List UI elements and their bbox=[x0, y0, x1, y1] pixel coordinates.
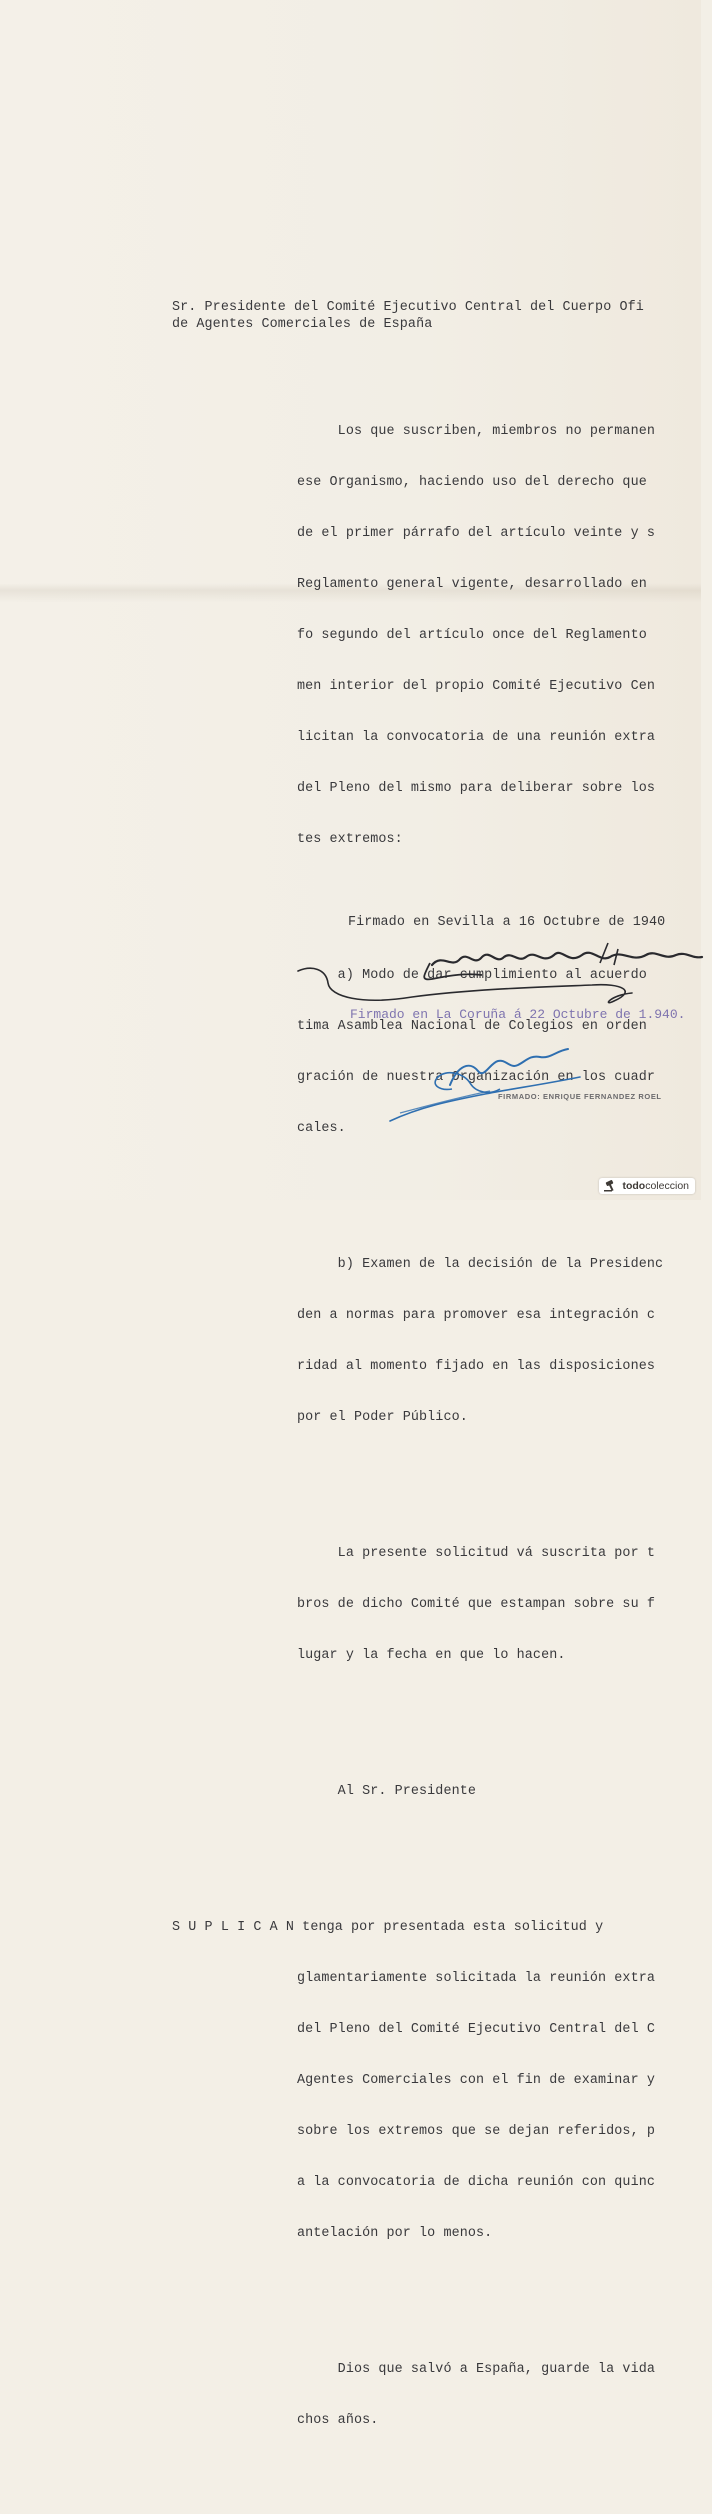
text-line: Reglamento general vigente, desarrollado en bbox=[297, 577, 647, 592]
text-line: Los que suscriben, miembros no permanen bbox=[297, 424, 655, 439]
text-line: lugar y la fecha en que lo hacen. bbox=[297, 1648, 566, 1663]
stamp-coruna: Firmado en La Coruña á 22 Octubre de 1.940. bbox=[350, 1007, 686, 1022]
text-line: gración de nuestra Organización en los cuadr bbox=[297, 1070, 655, 1085]
text-line: sobre los extremos que se dejan referidos, p bbox=[297, 2124, 655, 2139]
handwritten-signature bbox=[292, 935, 712, 1015]
text-line: licitan la convocatoria de una reunión extra bbox=[297, 730, 655, 745]
text-line: Dios que salvó a España, guarde la vida bbox=[297, 2362, 655, 2377]
text-line: chos años. bbox=[297, 2413, 379, 2428]
paragraph-point-b bbox=[297, 1222, 663, 1460]
paragraph-al-presidente bbox=[297, 1749, 663, 1834]
addressee-line: Sr. Presidente del Comité Ejecutivo Central del Cuerpo Ofi bbox=[172, 300, 644, 315]
text-line: men interior del propio Comité Ejecutivo Cen bbox=[297, 679, 655, 694]
text-line: Agentes Comerciales con el fin de examinar y bbox=[297, 2073, 655, 2088]
paragraph-suplican bbox=[172, 1885, 663, 2276]
suplican-rest: tenga por presentada esta solicitud y bbox=[294, 1920, 604, 1935]
text-line: fo segundo del artículo once del Reglamento bbox=[297, 628, 647, 643]
signed-date-line: Firmado en Sevilla a 16 Octubre de 1940 bbox=[348, 915, 666, 930]
watermark-brand-bold: todo bbox=[622, 1180, 646, 1192]
text-line: ridad al momento fijado en las disposiciones bbox=[297, 1359, 655, 1374]
text-line: glamentariamente solicitada la reunión extra bbox=[297, 1971, 655, 1986]
paragraph-closing bbox=[297, 2327, 663, 2463]
text-line: a la convocatoria de dicha reunión con quinc bbox=[297, 2175, 655, 2190]
paragraph-request bbox=[297, 389, 663, 882]
text-line: Al Sr. Presidente bbox=[297, 1784, 476, 1799]
blue-signature bbox=[380, 1025, 610, 1125]
text-line: de el primer párrafo del artículo veinte y s bbox=[297, 526, 655, 541]
text-line: por el Poder Público. bbox=[297, 1410, 468, 1425]
text-line: den a normas para promover esa integración c bbox=[297, 1308, 655, 1323]
text-line: b) Examen de la decisión de la Presidenc bbox=[297, 1257, 664, 1272]
text-line: del Pleno del mismo para deliberar sobre los bbox=[297, 781, 655, 796]
letter-body bbox=[172, 355, 666, 2514]
text-line: bros de dicho Comité que estampan sobre su f bbox=[297, 1597, 655, 1612]
watermark-brand-rest: coleccion bbox=[645, 1180, 689, 1192]
text-line: a) Modo de dar cumplimiento al acuerdo bbox=[297, 968, 647, 983]
text-line: ese Organismo, haciendo uso del derecho que bbox=[297, 475, 647, 490]
paragraph-signatories bbox=[297, 1511, 663, 1698]
auction-hammer-icon bbox=[603, 1180, 619, 1192]
text-line: cales. bbox=[297, 1121, 346, 1136]
text-line: tes extremos: bbox=[297, 832, 403, 847]
suplican-line bbox=[172, 1919, 663, 1936]
stamp-name: FIRMADO: ENRIQUE FERNANDEZ ROEL bbox=[498, 1092, 662, 1101]
addressee-line: de Agentes Comerciales de España bbox=[172, 317, 433, 332]
text-line: antelación por lo menos. bbox=[297, 2226, 493, 2241]
text-line: del Pleno del Comité Ejecutivo Central del C bbox=[297, 2022, 655, 2037]
suplican-word: S U P L I C A N bbox=[172, 1920, 295, 1935]
text-line: tima Asamblea Nacional de Colegios en orden bbox=[297, 1019, 647, 1034]
todocoleccion-watermark bbox=[599, 1178, 695, 1194]
text-line: La presente solicitud vá suscrita por t bbox=[297, 1546, 655, 1561]
